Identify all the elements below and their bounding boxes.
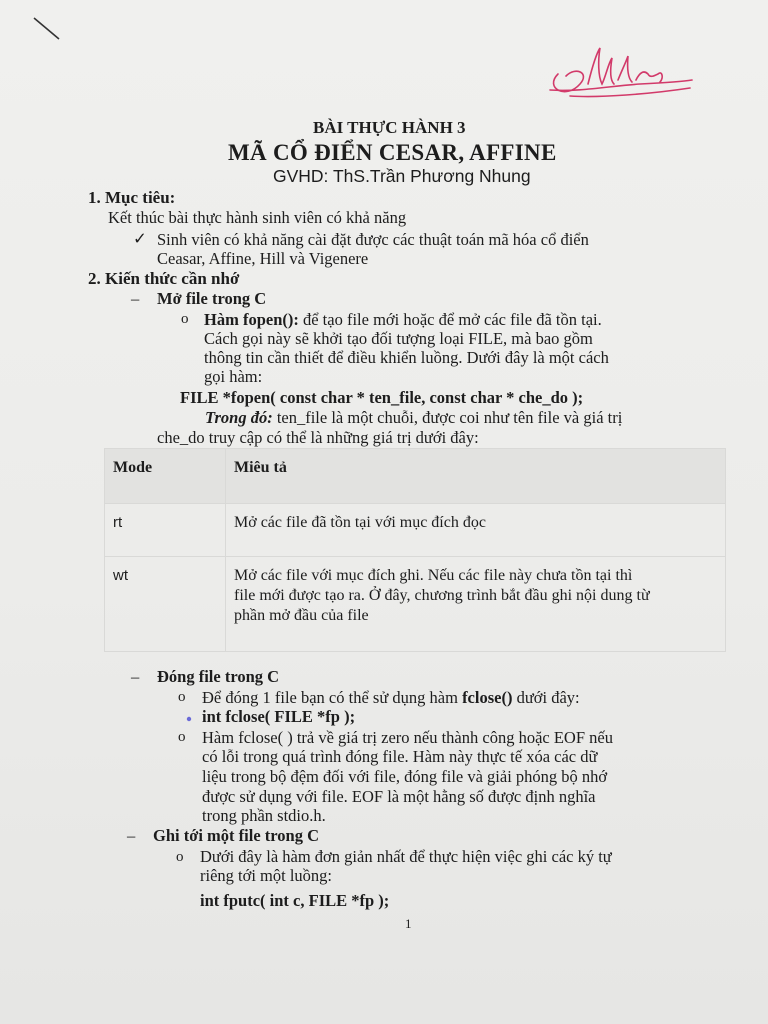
- where-text-1: ten_file là một chuỗi, được coi như tên file và giá trị: [276, 408, 623, 427]
- fopen-desc-line-2: Cách gọi này sẽ khởi tạo đối tượng loại FILE, mà bao gồm: [204, 329, 593, 348]
- description-line: phần mở đầu của file: [234, 607, 369, 624]
- mode-cell: wt: [113, 567, 128, 584]
- write-file-heading: Ghi tới một file trong C: [153, 826, 320, 845]
- handwritten-signature: [540, 40, 700, 106]
- fclose-desc-line-1: Hàm fclose( ) trả về giá trị zero nếu thành công hoặc EOF nếu: [202, 728, 613, 747]
- dash-bullet-icon: –: [127, 826, 136, 845]
- fopen-desc-start: để tạo file mới hoặc để mở các file đã tồn tại.: [302, 310, 602, 329]
- circle-bullet-icon: o: [178, 729, 186, 745]
- page-number: 1: [405, 916, 412, 931]
- table-header-row: [105, 449, 726, 504]
- objective-line-1: Sinh viên có khả năng cài đặt được các thuật toán mã hóa cổ điển: [157, 230, 589, 249]
- fclose-item-1: [202, 688, 580, 708]
- fputc-desc-line-2: riêng tới một luồng:: [200, 866, 333, 885]
- fclose-desc-line-3: liệu trong bộ đệm đối với file, đóng file và giải phóng bộ nhớ: [202, 767, 608, 786]
- circle-bullet-icon: o: [176, 849, 184, 865]
- section-2-heading: 2. Kiến thức cần nhớ: [88, 269, 240, 288]
- open-file-heading: Mở file trong C: [157, 289, 267, 308]
- header-description: Miêu tả: [234, 459, 287, 476]
- fclose-signature: int fclose( FILE *fp );: [202, 707, 356, 726]
- pen-mark: [30, 14, 64, 44]
- instructor-line: GVHD: ThS.Trần Phương Nhung: [273, 166, 531, 186]
- fopen-signature: FILE *fopen( const char * ten_file, const char * che_do );: [180, 388, 584, 407]
- description-line: file mới được tạo ra. Ở đây, chương trình bắt đầu ghi nội dung từ: [234, 587, 650, 604]
- where-line-2: che_do truy cập có thể là những giá trị dưới đây:: [157, 428, 479, 447]
- where-label: Trong đó:: [205, 408, 273, 427]
- circle-bullet-icon: o: [178, 689, 186, 705]
- mode-table: [104, 448, 726, 652]
- description-cell: [226, 557, 725, 626]
- fclose-desc-line-5: trong phần stdio.h.: [202, 806, 326, 825]
- fclose-desc-line-2: có lỗi trong quá trình đóng file. Hàm này thực tế xóa các dữ: [202, 747, 598, 766]
- dash-bullet-icon: –: [131, 289, 140, 308]
- fopen-desc-line-1: [204, 310, 602, 330]
- fclose-fn: fclose(): [462, 688, 513, 707]
- section-1-heading: 1. Mục tiêu:: [88, 188, 176, 207]
- fopen-desc-line-3: thông tin cần thiết để điều khiển luồng. Dưới đây là một cách: [204, 348, 609, 367]
- circle-bullet-icon: o: [181, 311, 189, 327]
- fclose-item-1-post: dưới đây:: [516, 688, 580, 707]
- fopen-name: Hàm fopen():: [204, 310, 299, 329]
- fputc-desc-line-1: Dưới đây là hàm đơn giản nhất để thực hiện việc ghi các ký tự: [200, 847, 612, 866]
- table-row: [105, 504, 726, 557]
- doc-label: BÀI THỰC HÀNH 3: [313, 118, 466, 137]
- where-line-1: [205, 408, 622, 428]
- close-file-heading: Đóng file trong C: [157, 667, 280, 686]
- table-row: [105, 557, 726, 652]
- ink-dot: [184, 714, 194, 724]
- dash-bullet-icon: –: [131, 667, 140, 686]
- description-line: Mở các file với mục đích ghi. Nếu các file này chưa tồn tại thì: [234, 567, 633, 584]
- mode-cell: rt: [113, 514, 123, 531]
- doc-title: MÃ CỔ ĐIỂN CESAR, AFFINE: [228, 140, 557, 165]
- fclose-desc-line-4: được sử dụng với file. EOF là một hằng số được định nghĩa: [202, 787, 596, 806]
- check-icon: ✓: [133, 229, 147, 248]
- fopen-desc-line-4: gọi hàm:: [204, 367, 263, 386]
- section-1-intro: Kết thúc bài thực hành sinh viên có khả năng: [108, 208, 407, 227]
- fclose-item-1-pre: Để đóng 1 file bạn có thể sử dụng hàm: [202, 688, 458, 707]
- fputc-signature: int fputc( int c, FILE *fp );: [200, 891, 390, 910]
- objective-line-2: Ceasar, Affine, Hill và Vigenere: [157, 249, 369, 268]
- description-cell: Mở các file đã tồn tại với mục đích đọc: [234, 514, 486, 531]
- header-mode: Mode: [113, 459, 153, 476]
